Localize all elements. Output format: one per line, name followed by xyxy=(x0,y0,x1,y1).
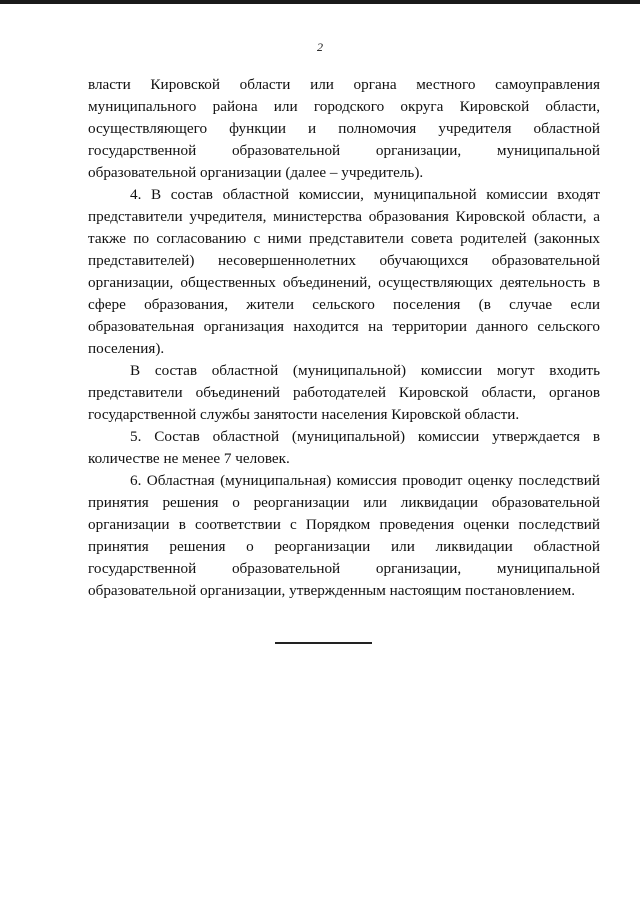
top-border xyxy=(0,0,640,4)
paragraph-continuation: власти Кировской области или органа местного самоуправления муниципального района или городского округа Кировской области, осуществляющего функции и полномочия учредителя областной государственной образовательной организации, муниципальной образовательной организации (далее – учредитель). xyxy=(88,76,600,181)
page-number: 2 xyxy=(317,40,323,54)
paragraph-item-4-addendum: В состав областной (муниципальной) комиссии могут входить представители объединений работодателей Кировской области, органов государственной службы занятости населения Кировской области. xyxy=(88,362,600,423)
paragraph-item-5: 5. Состав областной (муниципальной) комиссии утверждается в количестве не менее 7 человек. xyxy=(88,428,600,467)
end-divider xyxy=(275,642,372,644)
paragraph-item-6: 6. Областная (муниципальная) комиссия проводит оценку последствий принятия решения о реорганизации или ликвидации образовательной организации в соответствии с Порядком проведения оценки последствий принятия решения о реорганизации или ликвидации областной государственной образовательной организации, муниципальной образовательной организации, утвержденным настоящим постановлением. xyxy=(88,472,600,599)
document-body xyxy=(88,74,600,602)
paragraph-item-4: 4. В состав областной комиссии, муниципальной комиссии входят представители учредителя, министерства образования Кировской области, а также по согласованию с ними представители совета родителей (законных представителей) несовершеннолетних обучающихся образовательной организации, общественных объединений, осуществляющих деятельность в сфере образования, жители сельского поселения (в случае если образовательная организация находится на территории данного сельского поселения). xyxy=(88,186,600,357)
